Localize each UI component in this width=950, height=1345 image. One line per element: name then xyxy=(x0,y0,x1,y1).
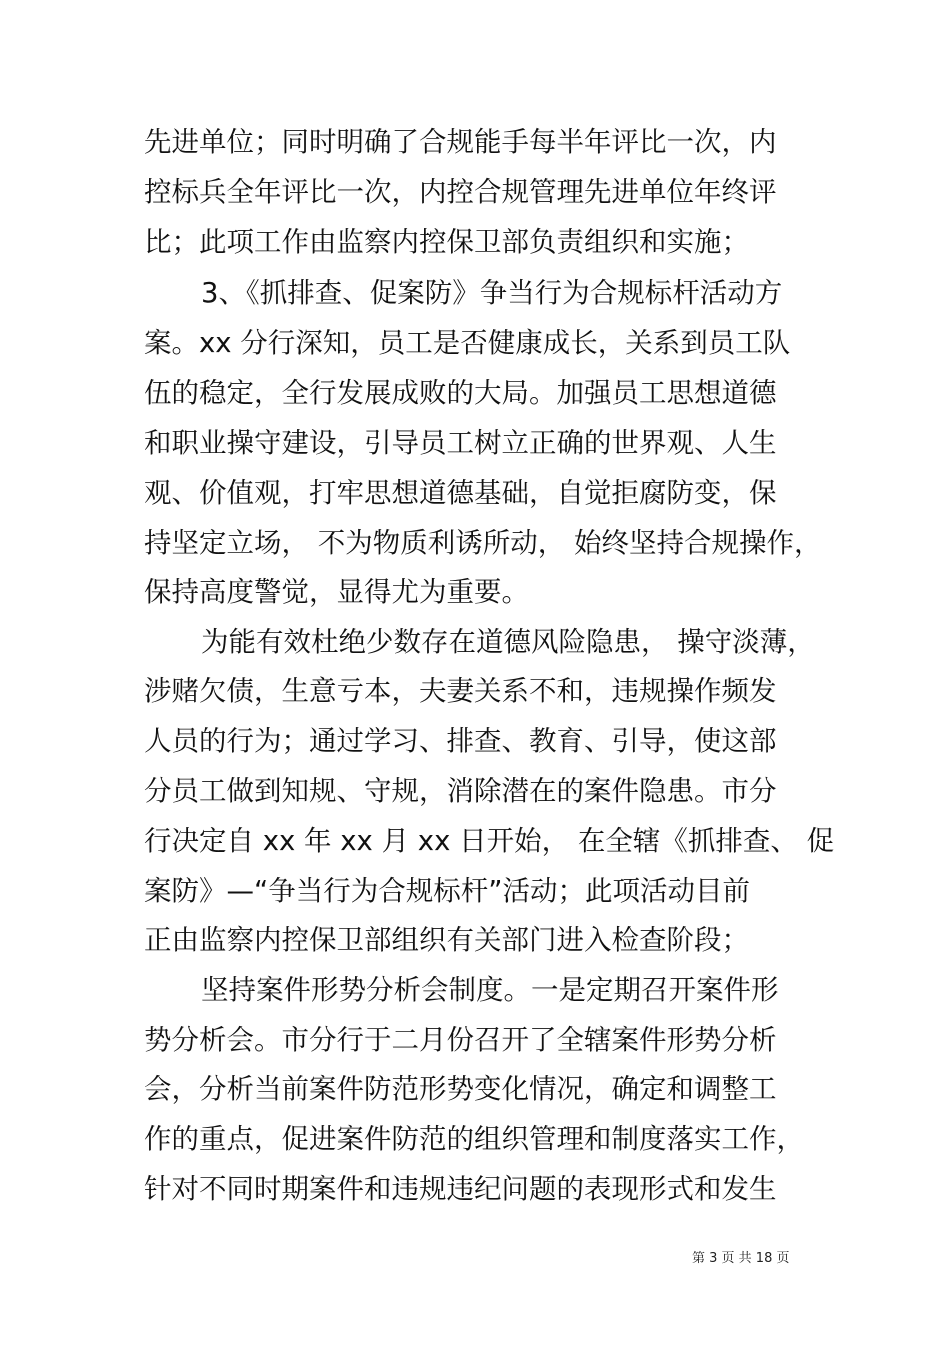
text-line: 和职业操守建设，引导员工树立正确的世界观、人生 xyxy=(144,427,777,459)
text-line: 控标兵全年评比一次，内控合规管理先进单位年终评 xyxy=(144,176,777,208)
text-line: 坚持案件形势分析会制度。一是定期召开案件形 xyxy=(201,974,779,1006)
text-line: 比；此项工作由监察内控保卫部负责组织和实施； xyxy=(144,226,749,258)
page-number-footer: 第 3 页 共 18 页 xyxy=(692,1251,790,1266)
text-line: 作的重点，促进案件防范的组织管理和制度落实工作， xyxy=(144,1123,804,1155)
text-line: 针对不同时期案件和违规违纪问题的表现形式和发生 xyxy=(144,1173,777,1205)
text-line: 伍的稳定，全行发展成败的大局。加强员工思想道德 xyxy=(144,377,777,409)
text-line: 会，分析当前案件防范形势变化情况，确定和调整工 xyxy=(144,1073,777,1105)
text-line: 持坚定立场， 不为物质利诱所动， 始终坚持合规操作， xyxy=(144,527,822,559)
text-line: 分员工做到知规、守规，消除潜在的案件隐患。市分 xyxy=(144,775,777,807)
text-line: 3、《抓排查、促案防》争当行为合规标杆活动方 xyxy=(201,277,783,309)
text-line: 保持高度警觉，显得尤为重要。 xyxy=(144,576,529,608)
text-line: 为能有效杜绝少数存在道德风险隐患， 操守淡薄， xyxy=(201,626,815,658)
text-line: 案防》—“争当行为合规标杆”活动；此项活动目前 xyxy=(144,875,750,907)
text-line: 行决定自 xx 年 xx 月 xx 日开始， 在全辖《抓排查、 促 xyxy=(144,825,835,857)
text-line: 人员的行为；通过学习、排查、教育、引导，使这部 xyxy=(144,725,777,757)
text-line: 先进单位；同时明确了合规能手每半年评比一次，内 xyxy=(144,126,777,158)
text-line: 案。xx 分行深知，员工是否健康成长，关系到员工队 xyxy=(144,327,791,359)
text-line: 势分析会。市分行于二月份召开了全辖案件形势分析 xyxy=(144,1024,777,1056)
text-line: 正由监察内控保卫部组织有关部门进入检查阶段； xyxy=(144,924,749,956)
text-line: 涉赌欠债，生意亏本，夫妻关系不和，违规操作频发 xyxy=(144,675,777,707)
text-line: 观、价值观，打牢思想道德基础，自觉拒腐防变，保 xyxy=(144,477,777,509)
